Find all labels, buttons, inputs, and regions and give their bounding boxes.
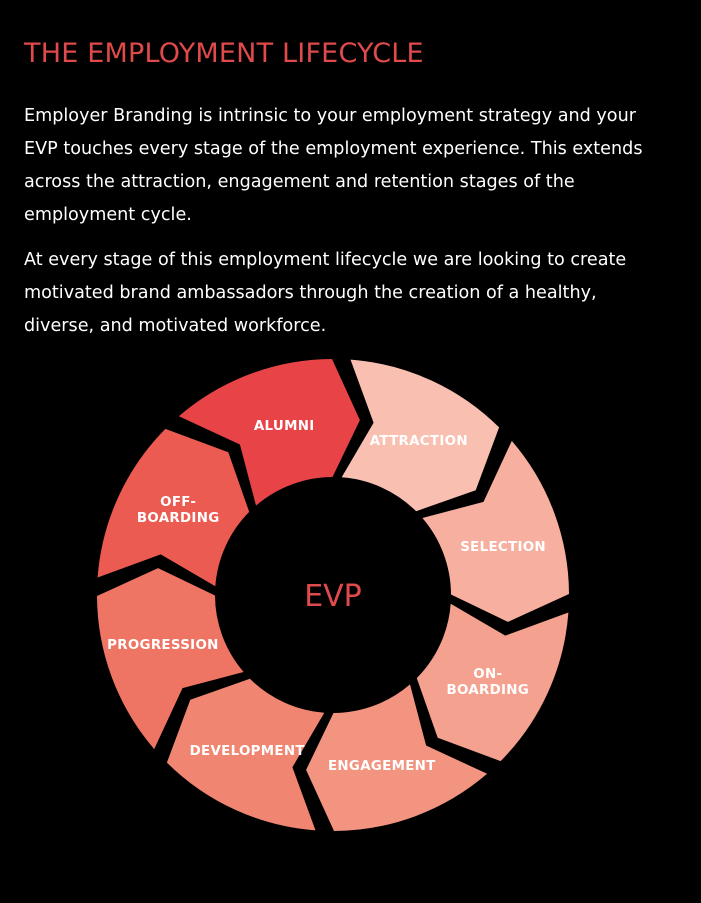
stage-engagement-label: ENGAGEMENT [327,759,436,775]
intro-paragraph-2: At every stage of this employment lifecycle we are looking to create motivated brand ambassadors through the creation of a healthy, diverse, and motivated workforce. [24,250,627,336]
stage-attraction-label: ATTRACTION [369,434,468,450]
intro-paragraph-1: Employer Branding is intrinsic to your employment strategy and your EVP touches every stage of the employment experience. This extends across the attraction, engagement and retention stages of the employment cycle. [24,106,643,225]
stage-offboarding-label: OFF-BOARDING [136,495,220,527]
stage-onboarding-label: ON-BOARDING [446,666,530,698]
employment-lifecycle-diagram [0,350,701,850]
stage-development-label: DEVELOPMENT [189,743,305,759]
stage-alumni-label: ALUMNI [253,418,315,434]
stage-selection-label: SELECTION [460,540,546,556]
stage-offboarding [98,429,250,586]
center-label-evp: EVP [304,579,362,614]
stage-development [167,679,324,831]
stage-attraction [342,360,499,512]
page-title: THE EMPLOYMENT LIFECYCLE [24,38,424,69]
stage-onboarding [417,604,569,761]
stage-progression-label: PROGRESSION [107,637,219,653]
